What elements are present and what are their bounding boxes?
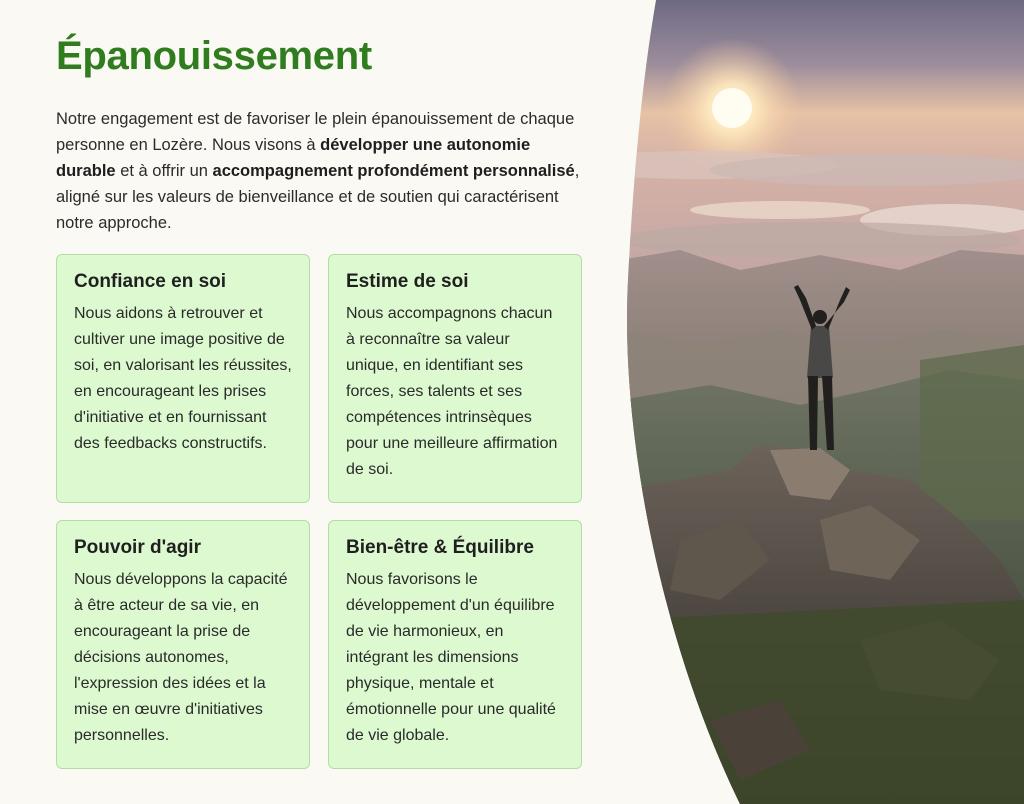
intro-text-3: , aligné sur les valeurs de bienveillance et de soutien qui caractérisent notre approche.: [56, 162, 580, 232]
card-text: Nous développons la capacité à être acteur de sa vie, en encourageant la prise de décisions autonomes, l'expression des idées et la mise en œuvre d'initiatives personnelles.: [74, 571, 288, 744]
mountain-sunrise-image: [620, 0, 1024, 804]
intro-bold-1: développer une autonomie durable: [56, 136, 531, 180]
intro-text-1: Notre engagement est de favoriser le plein épanouissement de chaque personne en Lozère. Nous visons à: [56, 110, 575, 154]
card-pouvoir-d-agir: [56, 520, 310, 769]
card-text: Nous aidons à retrouver et cultiver une image positive de soi, en valorisant les réussites, en encourageant les prises d'initiative et en fournissant des feedbacks constructifs.: [74, 305, 292, 452]
page-title: Épanouissement: [56, 34, 372, 78]
card-bien-etre-equilibre: [328, 520, 582, 769]
card-estime-de-soi: [328, 254, 582, 503]
card-title: Bien-être & Équilibre: [346, 537, 534, 558]
intro-paragraph: [56, 106, 581, 236]
hero-photo: [620, 0, 1024, 804]
card-title: Estime de soi: [346, 271, 469, 292]
card-text: Nous accompagnons chacun à reconnaître sa valeur unique, en identifiant ses forces, ses talents et ses compétences intrinsèques pour une meilleure affirmation de soi.: [346, 305, 558, 478]
intro-bold-2: accompagnement profondément personnalisé: [212, 162, 575, 180]
card-title: Confiance en soi: [74, 271, 227, 292]
card-text: Nous favorisons le développement d'un équilibre de vie harmonieux, en intégrant les dimensions physique, mentale et émotionnelle pour une qualité de vie globale.: [346, 571, 556, 744]
card-title: Pouvoir d'agir: [74, 537, 201, 558]
intro-text-2: et à offrir un: [115, 162, 213, 180]
card-confiance-en-soi: [56, 254, 310, 503]
